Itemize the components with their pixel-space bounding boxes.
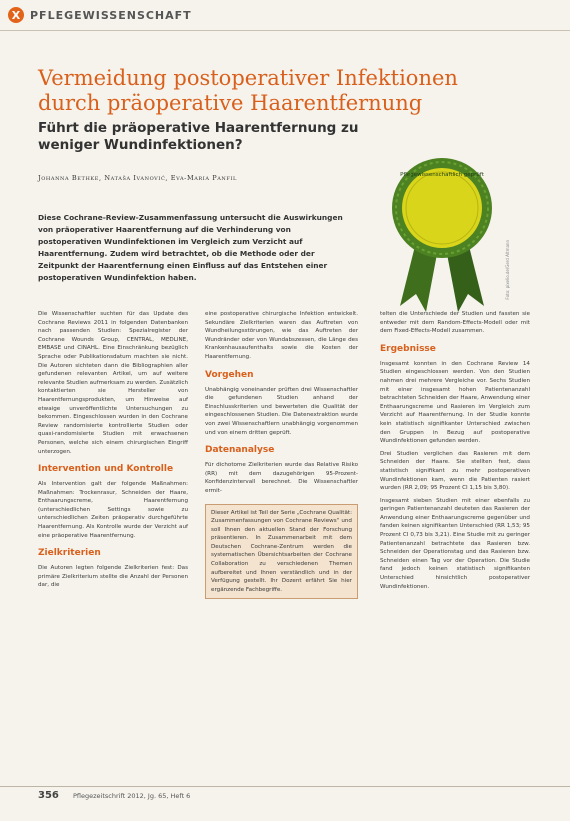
seal-text: Pflegewissenschaftlich geprüft <box>400 172 484 178</box>
heading-vorgehen: Vorgehen <box>205 369 254 380</box>
paragraph: Für dichotome Zielkriterien wurde das Relative Risiko (RR) mit dem dazugehörigen 95-Prozent-Konfidenzintervall berechnet. Die Wissenschaftler ermit- <box>205 462 358 494</box>
photo-credit: Foto: pixelio.de/Gerd Altmann <box>505 240 510 300</box>
paragraph: Insgesamt konnten in den Cochrane Review 14 Studien eingeschlossen werden. Von den Studien nahmen drei mehrere Vergleiche vor. Sechs Studien mit einer insgesamt hohen Patientenanzahl betrachteten Schneiden der Haare, Anwendung einer Enthaarungscreme und Rasieren im Vergleich zum Verzicht auf Haarentfernung. In der Studie konnte kein statistisch signifikanter Unterschied zwischen den Gruppen in Bezug auf postoperative Wundinfektionen gefunden werden. <box>380 360 530 445</box>
section-label: PFLEGEWISSENSCHAFT <box>30 8 192 22</box>
section-logo-icon: X <box>8 7 24 23</box>
paragraph: Die Autoren legten folgende Zielkriterien fest: Das primäre Zielkriterium stellte die Anzahl der Personen dar, die <box>38 565 188 589</box>
paragraph: Als Intervention galt der folgende Maßnahmen: Maßnahmen: Trockenrasur, Schneiden der Haare, Enthaarungscreme, Haarentfernung (unterschiedlichen Settings sowie zu unterschiedlichen Zeiten präoperativ durchgeführte Haarentfernung. Als Kontrolle wurde der Verzicht auf eine präoperative Haarentfernung. <box>38 481 188 539</box>
heading-zielkriterien: Zielkriterien <box>38 548 101 559</box>
heading-datenanalyse: Datenanalyse <box>205 445 275 456</box>
journal-citation: Pflegezeitschrift 2012, Jg. 65, Heft 6 <box>73 792 191 800</box>
heading-intervention: Intervention und Kontrolle <box>38 464 174 475</box>
series-infobox: Dieser Artikel ist Teil der Serie „Cochrane Qualität: Zusammenfassungen von Cochrane Reviews“ und soll Ihnen den aktuellen Stand der Forschung präsentieren. In Zusammenarbeit mit dem Deutschen Cochrane-Zentrum werden die systematischen Übersichtsarbeiten der Cochrane Collaboration zu verschiedenen Themen aufbereitet und Ihnen verständlich und in der Verfügung gestellt. Ihr Dozent erfährt Sie hier ergänzende Fachbegriffe. <box>205 504 358 600</box>
paragraph: eine postoperative chirurgische Infektion entwickelt. Sekundäre Zielkriterien waren das Auftreten von Wundheilungsstörungen, wie das Auftreten der Wundränder oder von Wundabszessen, die Länge des Krankenhausaufenthalts sowie die Kosten der Haarentfernung. <box>205 311 358 360</box>
text-column-1 <box>38 310 188 594</box>
quality-seal-icon <box>382 156 502 316</box>
section-header <box>8 6 192 24</box>
article-authors: Johanna Bethke, Nataša Ivanović, Eva-Maria Panfil <box>38 174 237 182</box>
article-title: Vermeidung postoperativer Infektionen durch präoperative Haarentfernung <box>38 66 458 115</box>
paragraph: Insgesamt sieben Studien mit einer ebenfalls zu geringen Patientenanzahl deuteten das Rasieren der Anwendung einer Enthaarungscreme gegenüber und fanden keinen signifikanten Unterschied (RR 1,53; 95 Prozent CI 0,73 bis 3,21). Eine Studie mit zu geringer Patientenanzahl betrachtete das Rasieren bzw. Schneiden der Operationstag und das Rasieren bzw. Schneiden einen Tag vor der Operation. Die Studie fand jedoch keinen statistisch signifikanten Unterschied hinsichtlich postoperativer Wundinfektionen. <box>380 497 530 590</box>
header-divider <box>0 30 570 31</box>
paragraph: Die Wissenschaftler suchten für das Update des Cochrane Reviews 2011 in folgenden Datenbanken nach passenden Studien: Spezialregister der Cochrane Wounds Group, CENTRAL, MEDLINE, EMBASE und CINAHL. Eine Einschränkung bezüglich Sprache oder Publikationsdatum machten sie nicht. Die Autoren sichteten dann die Bibliographien aller gefundenen relevanten Artikel, um auf weitere relevante Studien aufmerksam zu werden. Zusätzlich kontaktierten sie Hersteller von Haarentfernungsprodukten, um Hinweise auf etwaige unveröffentlichte Untersuchungen zu bekommen. Eingeschlossen wurden in den Cochrane Review randomisierte kontrollierte Studien oder quasi-randomisierte Studien mit erwachsenen Personen, welche sich einem chirurgischen Eingriff unterzogen. <box>38 311 188 455</box>
article-subtitle: Führt die präoperative Haarentfernung zu weniger Wundinfektionen? <box>38 120 359 153</box>
footer-divider <box>0 786 570 787</box>
article-lead: Diese Cochrane-Review-Zusammenfassung untersucht die Auswirkungen von präoperativer Haarentfernung auf die Verhinderung von postoperativen Wundinfektionen im Vergleich zum Verzicht auf Haarentfernung. Zudem wird betrachtet, ob die Methode oder der Zeitpunkt der Haarentfernung einen Einfluss auf das Entstehen einer postoperativen Wundinfektion haben. <box>38 213 343 282</box>
text-column-3 <box>380 310 530 595</box>
paragraph: Drei Studien verglichen das Rasieren mit dem Schneiden der Haare. Sie stellten fest, dass statistisch signifikant zu mehr postoperativen Wundinfektionen kam, wenn die Patienten rasiert wurden (RR 2,09; 95 Prozent CI 1,15 bis 3,80). <box>380 450 530 492</box>
heading-ergebnisse: Ergebnisse <box>380 343 436 354</box>
text-column-2 <box>205 310 358 599</box>
paragraph: Unabhängig voneinander prüften drei Wissenschaftler die gefundenen Studien anhand der Einschlusskriterien und bewerteten die Qualität der eingeschlossenen Studien. Die Datenextraktion wurde von zwei Wissenschaftlern unabhängig vorgenommen und von einem dritten geprüft. <box>205 386 358 436</box>
paragraph: telten die Unterschiede der Studien und fassten sie entweder mit dem Random-Effects-Modell oder mit dem Fixed-Effects-Modell zusammen. <box>380 311 530 335</box>
page-number: 356 <box>38 790 59 801</box>
